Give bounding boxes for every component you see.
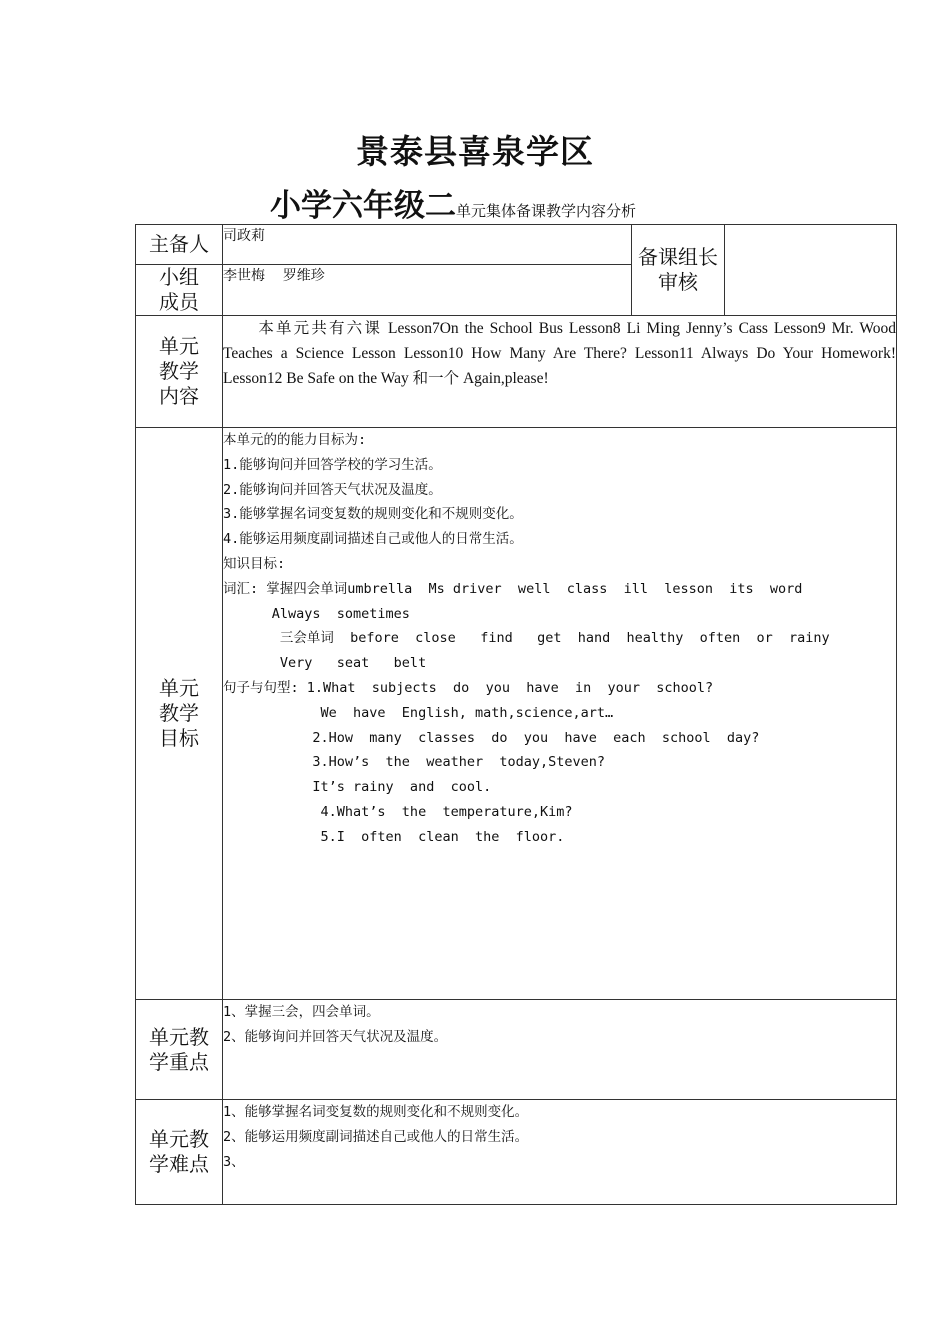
unit-content-text: 本单元共有六课 Lesson7On the School Bus Lesson8 Li Ming Jenny’s Cass Lesson9 Mr. Wood Teaches a Science Lesson Lesson10 How Many Are There? Lesson11 Always Do Your Homework! Lesson12 Be Safe on the Way 和一个 Again,please! — [223, 316, 897, 428]
goal-line: 句子与句型: 1.What subjects do you have in your school? — [223, 679, 714, 696]
difficult-line: 1、能够掌握名词变复数的规则变化和不规则变化。 — [223, 1104, 529, 1120]
key-line: 2、能够询问并回答天气状况及温度。 — [223, 1028, 448, 1045]
difficult-points-text — [223, 1100, 897, 1205]
row-lead — [136, 225, 897, 265]
row-difficult-points — [136, 1100, 897, 1205]
row-goals — [136, 428, 897, 1000]
review-value — [725, 225, 897, 316]
goal-line: 4.能够运用频度副词描述自己或他人的日常生活。 — [223, 531, 523, 548]
label-lead: 主备人 — [136, 225, 223, 265]
row-content — [136, 316, 897, 428]
document-title: 景泰县喜泉学区 — [356, 132, 594, 171]
row-key-points — [136, 1000, 897, 1100]
goal-line: 词汇: 掌握四会单词umbrella Ms driver well class ill lesson its word — [223, 580, 803, 597]
goal-line: We have English, math,science,art… — [223, 704, 614, 721]
label-review: 备课组长审核 — [632, 225, 725, 316]
goal-line: 本单元的的能力目标为: — [223, 432, 367, 448]
goal-line: 5.I often clean the floor. — [223, 828, 565, 845]
goal-line: 1.能够询问并回答学校的学习生活。 — [223, 456, 442, 473]
key-points-text — [223, 1000, 897, 1100]
lead-name: 司政莉 — [223, 225, 632, 265]
subtitle-description: 单元集体备课教学内容分析 — [456, 202, 637, 220]
label-members: 小组成员 — [136, 265, 223, 316]
lesson-plan-table — [135, 224, 897, 1205]
document-subtitle — [270, 180, 636, 225]
goal-line: 4.What’s the temperature,Kim? — [223, 803, 573, 820]
member-names: 李世梅 罗维珍 — [223, 265, 632, 316]
label-key-points: 单元教学重点 — [136, 1000, 223, 1100]
goals-text — [223, 428, 897, 1000]
goal-line: 3.能够掌握名词变复数的规则变化和不规则变化。 — [223, 506, 523, 523]
subtitle-grade: 小学六年级二 — [270, 188, 456, 224]
goal-line: 三会单词 before close find get hand healthy often or rainy — [223, 630, 830, 647]
goal-line: Always sometimes — [223, 605, 410, 622]
goal-line: 知识目标: — [223, 555, 286, 572]
label-difficult-points: 单元教学难点 — [136, 1100, 223, 1205]
label-content: 单元教学内容 — [136, 316, 223, 428]
difficult-line: 2、能够运用频度副词描述自己或他人的日常生活。 — [223, 1128, 529, 1145]
goal-line: 2.能够询问并回答天气状况及温度。 — [223, 481, 442, 498]
key-line: 1、掌握三会，四会单词。 — [223, 1004, 380, 1020]
goal-line: Very seat belt — [223, 655, 427, 672]
goal-line: It’s rainy and cool. — [223, 779, 492, 796]
goal-line: 3.How’s the weather today,Steven? — [223, 754, 606, 771]
goal-line: 2.How many classes do you have each school day? — [223, 729, 760, 746]
label-goals: 单元教学目标 — [136, 428, 223, 1000]
difficult-line: 3、 — [223, 1153, 245, 1170]
